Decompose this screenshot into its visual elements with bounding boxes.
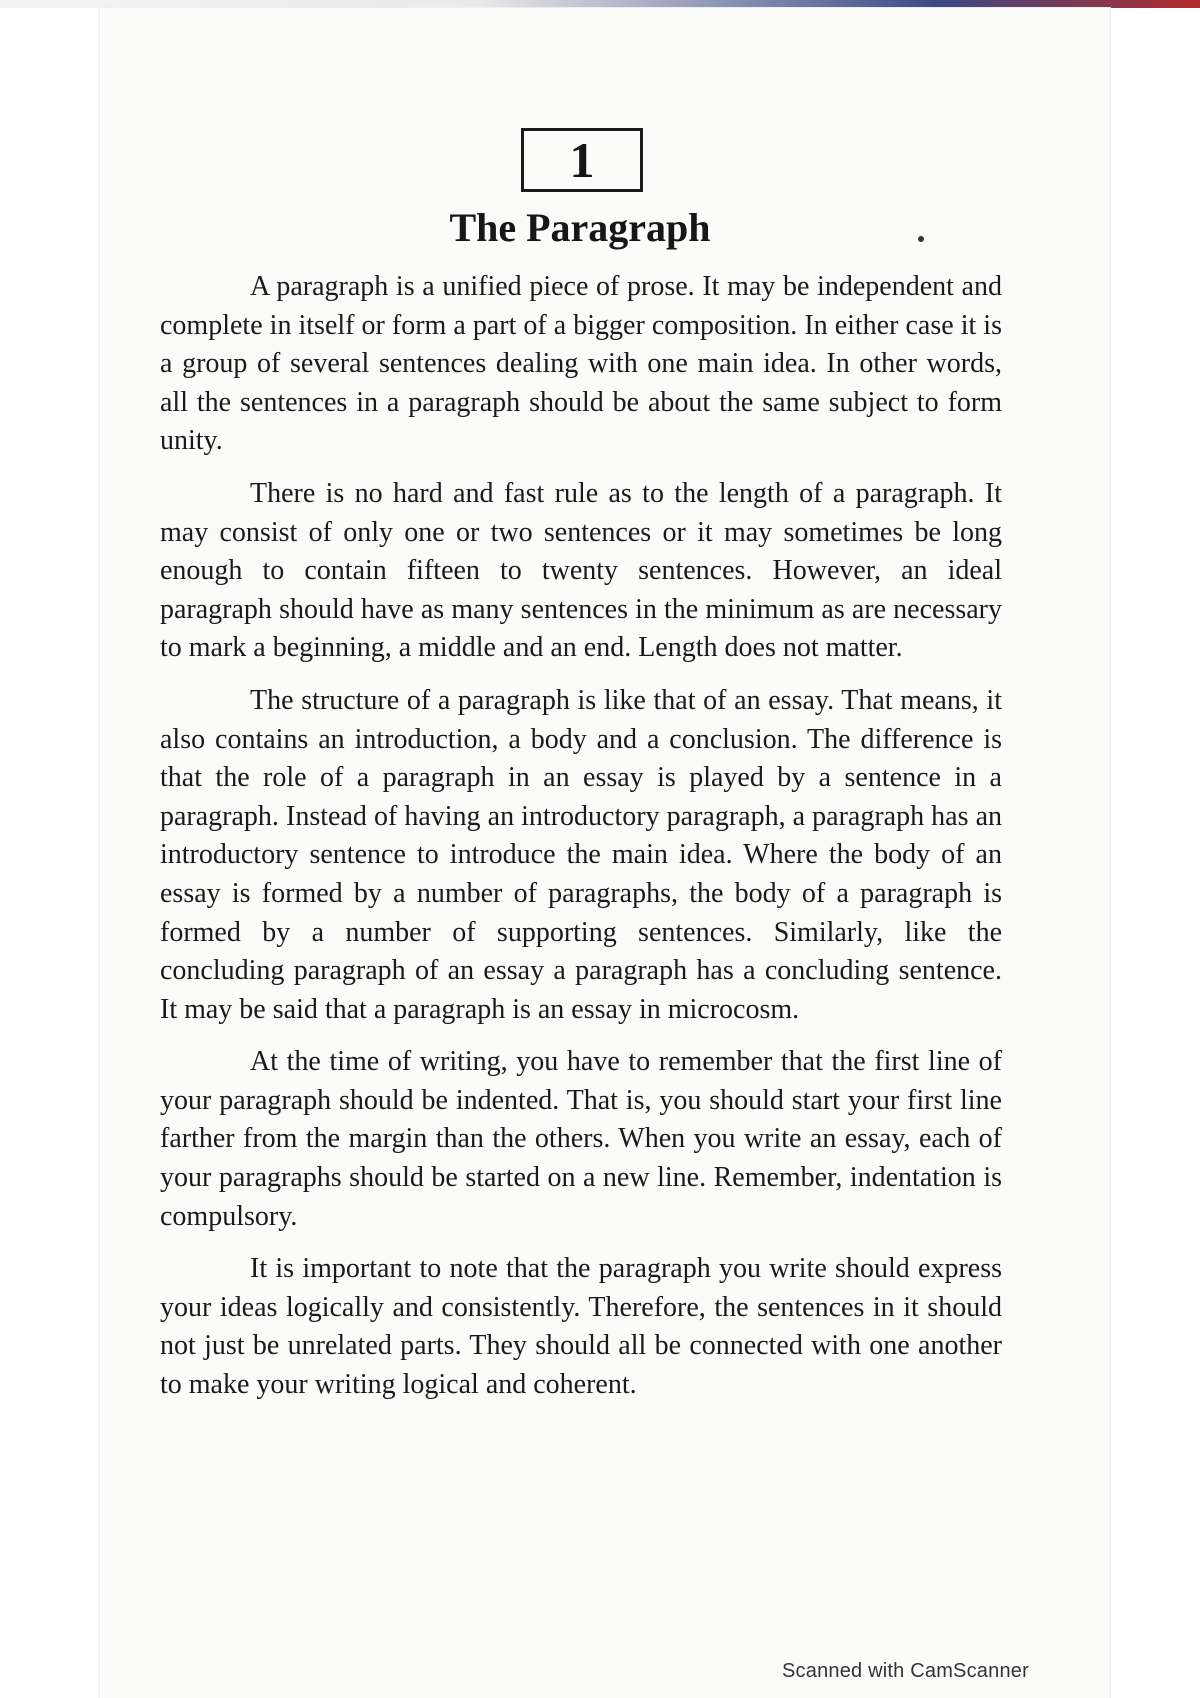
chapter-body — [160, 268, 1002, 1419]
paragraph-4: At the time of writing, you have to remember that the first line of your paragraph should be indented. That is, you should start your first line farther from the margin than the others. When you write an essay, each of your paragraphs should be started on a new line. Remember, indentation is compulsory. — [160, 1046, 1002, 1232]
paragraph-1: A paragraph is a unified piece of prose. It may be independent and complete in itself or form a part of a bigger composition. In either case it is a group of several sentences dealing with one main idea. In other words, all the sentences in a paragraph should be about the same subject to form unity. — [160, 271, 1002, 457]
paragraph-3: The structure of a paragraph is like that of an essay. That means, it also contains an introduction, a body and a conclusion. The difference is that the role of a paragraph in an essay is played by a sentence in a paragraph. Instead of having an introductory paragraph, a paragraph has an introductory sentence to introduce the main idea. Where the body of an essay is formed by a number of paragraphs, the body of a paragraph is formed by a number of supporting sentences. Similarly, like the concluding paragraph of an essay a paragraph has a concluding sentence. It may be said that a paragraph is an essay in microcosm. — [160, 684, 1002, 1025]
ink-speck — [918, 236, 924, 242]
scan-top-edge — [0, 0, 1200, 8]
chapter-number: 1 — [569, 132, 595, 188]
paragraph-5: It is important to note that the paragraph you write should express your ideas logically and consistently. Therefore, the sentences in it should not just be unrelated parts. They should all be connected with one another to make your writing logical and coherent. — [160, 1253, 1002, 1401]
paragraph-2: There is no hard and fast rule as to the length of a paragraph. It may consist of only one or two sentences or it may sometimes be long enough to contain fifteen to twenty sentences. However, an ideal paragraph should have as many sentences in the minimum as are necessary to mark a beginning, a middle and an end. Length does not matter. — [160, 477, 1002, 664]
chapter-title: The Paragraph — [449, 205, 711, 250]
scanner-watermark: Scanned with CamScanner — [782, 1660, 1029, 1682]
chapter-number-box — [521, 128, 643, 192]
